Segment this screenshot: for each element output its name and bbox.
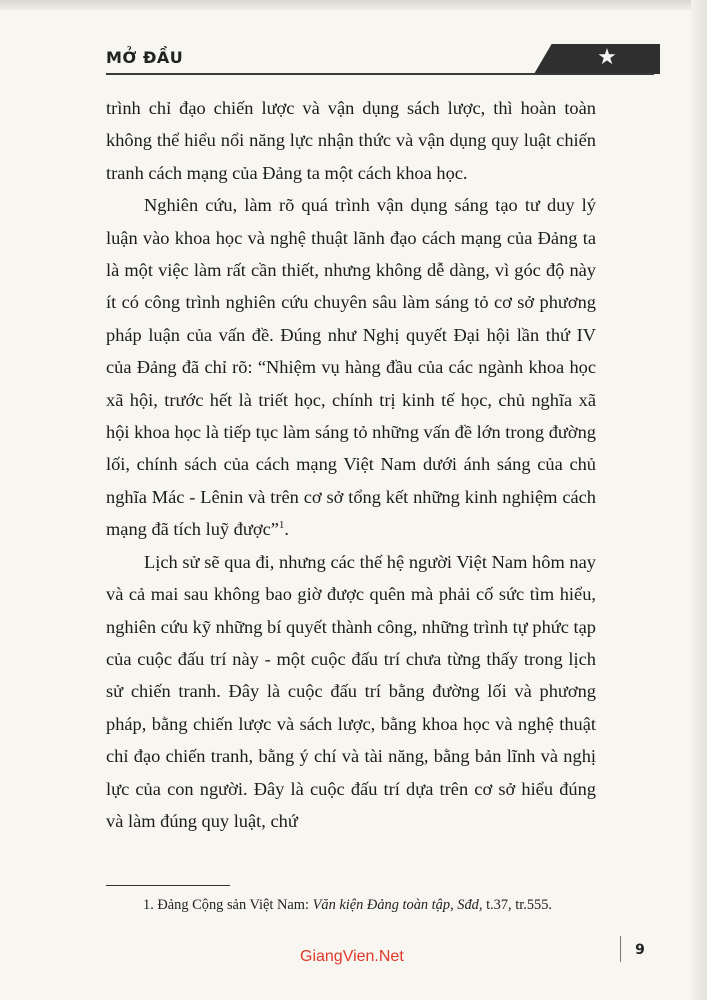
- footnote-marker: 1: [278, 519, 285, 532]
- chapter-header-title: MỞ ĐẦU: [106, 48, 184, 67]
- paragraph-2-end: .: [284, 519, 290, 540]
- paragraph-1: trình chỉ đạo chiến lược và vận dụng sách lược, thì hoàn toàn không thể hiểu nổi năng lực nhận thức và vận dụng quy luật chiến tranh cách mạng của Đảng ta một cách khoa học.: [106, 98, 596, 183]
- footnote-title: Văn kiện Đảng toàn tập, Sđd,: [312, 897, 483, 913]
- footnote-rule: [106, 885, 230, 886]
- paragraph-2-text: Nghiên cứu, làm rõ quá trình vận dụng sáng tạo tư duy lý luận vào khoa học và nghệ thuật lãnh đạo cách mạng của Đảng ta là một việc làm rất cần thiết, nhưng không dễ dàng, vì góc độ này ít có công trình nghiên cứu chuyên sâu làm sáng tỏ cơ sở phương pháp luận của vấn đề. Đúng như Nghị quyết Đại hội lần thứ IV của Đảng đã chỉ rõ: “Nhiệm vụ hàng đầu của các ngành khoa học xã hội, trước hết là triết học, chính trị kinh tế học, chủ nghĩa xã hội khoa học là tiếp tục làm sáng tỏ những vấn đề lớn trong đường lối, chính sách của cách mạng Việt Nam dưới ánh sáng của chủ nghĩa Mác - Lênin và trên cơ sở tổng kết những kinh nghiệm cách mạng đã tích luỹ được”: [106, 195, 596, 540]
- header-rule: [106, 73, 654, 75]
- paragraph-2: [106, 189, 596, 545]
- footnote-ref: t.37, tr.555.: [486, 897, 553, 913]
- footnote-author: Đảng Cộng sản Việt Nam:: [157, 897, 309, 913]
- body-text: [106, 92, 596, 837]
- footnote: [143, 897, 613, 914]
- page-number: 9: [635, 942, 645, 958]
- page-right-edge: [691, 0, 707, 1000]
- paragraph-3: Lịch sử sẽ qua đi, nhưng các thế hệ người Việt Nam hôm nay và cả mai sau không bao giờ được quên mà phải cố sức tìm hiểu, nghiên cứu kỹ những bí quyết thành công, những trình tự phức tạp của cuộc đấu trí này - một cuộc đấu trí chưa từng thấy trong lịch sử chiến tranh. Đây là cuộc đấu trí bằng đường lối và phương pháp, bằng chiến lược và sách lược, bằng khoa học và nghệ thuật chỉ đạo chiến tranh, bằng ý chí và tài năng, bằng bản lĩnh và nghị lực của con người. Đây là cuộc đấu trí dựa trên cơ sở hiểu đúng và làm đúng quy luật, chứ: [106, 551, 596, 831]
- watermark: GiangVien.Net: [300, 948, 404, 965]
- star-icon: ★: [597, 45, 617, 70]
- page-top-edge: [0, 0, 707, 10]
- footnote-number: 1.: [143, 897, 154, 913]
